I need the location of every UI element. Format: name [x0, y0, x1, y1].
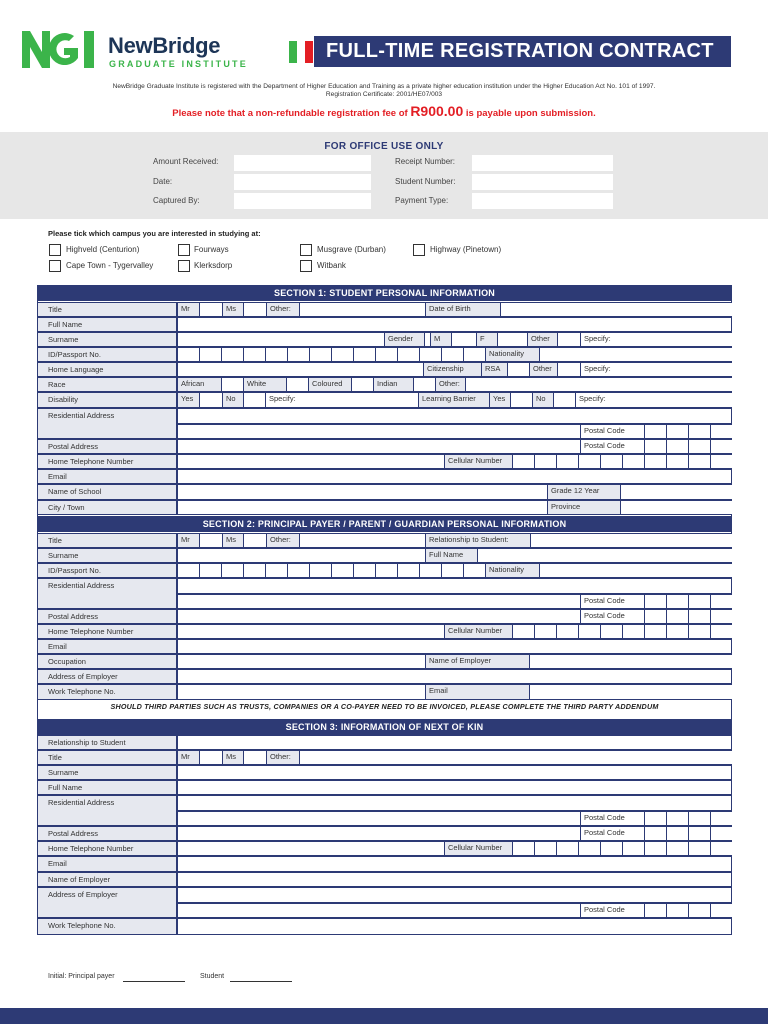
- page-title: FULL-TIME REGISTRATION CONTRACT: [314, 36, 731, 67]
- surname-row[interactable]: Gender M F Other Specify:: [177, 332, 732, 347]
- office-title: FOR OFFICE USE ONLY: [324, 141, 444, 152]
- section3-header: SECTION 3: INFORMATION OF NEXT OF KIN: [37, 719, 732, 735]
- initial-student-line[interactable]: [230, 981, 292, 982]
- city-row[interactable]: Province: [177, 500, 732, 515]
- campus-option: Highway (Pinetown): [430, 245, 502, 254]
- title-label: Title: [37, 302, 177, 317]
- race-row[interactable]: African White Coloured Indian Other:: [177, 377, 732, 392]
- footer-bar: [0, 1008, 768, 1024]
- kin-employer-postal-row[interactable]: Postal Code: [177, 903, 732, 918]
- payer-title-row[interactable]: Mr Ms Other: Relationship to Student:: [177, 533, 732, 548]
- campus-checkbox[interactable]: [49, 260, 61, 272]
- id-row[interactable]: Nationality: [177, 347, 732, 362]
- kin-fullname-label: Full Name: [37, 780, 177, 795]
- section1-header: SECTION 1: STUDENT PERSONAL INFORMATION: [37, 285, 732, 301]
- captured-field[interactable]: [234, 193, 371, 209]
- flag-icon: [289, 41, 313, 63]
- surname-label: Surname: [37, 332, 177, 347]
- email-label: Email: [37, 469, 177, 484]
- payer-employer-address-label: Address of Employer: [37, 669, 177, 684]
- payer-postal-label: Postal Address: [37, 609, 177, 624]
- kin-residential-label: Residential Address: [37, 795, 177, 826]
- title-row[interactable]: Mr Ms Other: Date of Birth: [177, 302, 732, 317]
- amount-field[interactable]: [234, 155, 371, 171]
- fullname-field[interactable]: [177, 317, 732, 332]
- campus-option: Witbank: [317, 261, 346, 270]
- kin-residential-field[interactable]: [177, 795, 732, 811]
- campus-option: Musgrave (Durban): [317, 245, 386, 254]
- payer-home-tel-label: Home Telephone Number: [37, 624, 177, 639]
- payer-residential-postal-row[interactable]: Postal Code: [177, 594, 732, 609]
- payer-email-label: Email: [37, 639, 177, 654]
- kin-email-label: Email: [37, 856, 177, 872]
- kin-home-tel-label: Home Telephone Number: [37, 841, 177, 856]
- payment-type-field[interactable]: [472, 193, 613, 209]
- payer-surname-row[interactable]: Full Name: [177, 548, 732, 563]
- campus-question: Please tick which campus you are interested in studying at:: [48, 229, 261, 238]
- kin-postal-label: Postal Address: [37, 826, 177, 841]
- payer-employer-address-field[interactable]: [177, 669, 732, 684]
- initial-payer-line[interactable]: [123, 981, 185, 982]
- kin-employer-address-field[interactable]: [177, 887, 732, 903]
- kin-work-tel-field[interactable]: [177, 918, 732, 935]
- campus-option: Fourways: [194, 245, 229, 254]
- campus-checkbox[interactable]: [178, 260, 190, 272]
- kin-surname-field[interactable]: [177, 765, 732, 780]
- kin-relationship-label: Relationship to Student: [37, 735, 177, 750]
- payer-work-tel-row[interactable]: Email: [177, 684, 732, 700]
- payer-work-tel-label: Work Telephone No.: [37, 684, 177, 700]
- payer-home-tel-row[interactable]: Cellular Number: [177, 624, 732, 639]
- city-label: City / Town: [37, 500, 177, 515]
- third-party-note: SHOULD THIRD PARTIES SUCH AS TRUSTS, COMPANIES OR A CO-PAYER NEED TO BE INVOICED, PLEASE COMPLETE THE THIRD PARTY ADDENDUM: [110, 702, 659, 711]
- logo-subtitle: GRADUATE INSTITUTE: [109, 59, 248, 69]
- disability-label: Disability: [37, 392, 177, 408]
- logo-name: NewBridge: [108, 33, 221, 58]
- campus-option: Highveld (Centurion): [66, 245, 140, 254]
- fullname-label: Full Name: [37, 317, 177, 332]
- postal-row[interactable]: Postal Code: [177, 439, 732, 454]
- campus-checkbox[interactable]: [300, 260, 312, 272]
- student-number-field[interactable]: [472, 174, 613, 190]
- registration-info: NewBridge Graduate Institute is registered with the Department of Higher Education and Training as a private higher education institution under the Higher Education Act No. 101 of 1997. Registration Certificate: 2001/HE07/003: [112, 83, 656, 98]
- email-field[interactable]: [177, 469, 732, 484]
- initial-student-label: Student: [200, 973, 225, 980]
- payment-type-label: Payment Type:: [395, 196, 449, 205]
- student-number-label: Student Number:: [395, 177, 456, 186]
- payer-email-field[interactable]: [177, 639, 732, 654]
- fee-notice: Please note that a non-refundable registration fee of R900.00 is payable upon submission.: [172, 103, 596, 119]
- payer-id-row[interactable]: Nationality: [177, 563, 732, 578]
- captured-label: Captured By:: [153, 196, 200, 205]
- school-row[interactable]: Grade 12 Year: [177, 484, 732, 500]
- campus-option: Klerksdorp: [194, 261, 233, 270]
- kin-postal-row[interactable]: Postal Code: [177, 826, 732, 841]
- campus-option: Cape Town - Tygervalley: [66, 261, 154, 270]
- residential-field[interactable]: [177, 408, 732, 424]
- campus-checkbox[interactable]: [49, 244, 61, 256]
- payer-surname-label: Surname: [37, 548, 177, 563]
- kin-residential-postal-row[interactable]: Postal Code: [177, 811, 732, 826]
- payer-id-label: ID/Passport No.: [37, 563, 177, 578]
- campus-checkbox[interactable]: [413, 244, 425, 256]
- date-field[interactable]: [234, 174, 371, 190]
- postal-label: Postal Address: [37, 439, 177, 454]
- receipt-label: Receipt Number:: [395, 157, 456, 166]
- payer-postal-row[interactable]: Postal Code: [177, 609, 732, 624]
- id-label: ID/Passport No.: [37, 347, 177, 362]
- payer-residential-label: Residential Address: [37, 578, 177, 609]
- language-row[interactable]: Citizenship RSA Other Specify:: [177, 362, 732, 377]
- home-tel-label: Home Telephone Number: [37, 454, 177, 469]
- kin-work-tel-label: Work Telephone No.: [37, 918, 177, 935]
- payer-title-label: Title: [37, 533, 177, 548]
- kin-surname-label: Surname: [37, 765, 177, 780]
- kin-employer-label: Name of Employer: [37, 872, 177, 887]
- section2-header: SECTION 2: PRINCIPAL PAYER / PARENT / GUARDIAN PERSONAL INFORMATION: [37, 516, 732, 532]
- residential-postal-row[interactable]: Postal Code: [177, 424, 732, 439]
- kin-title-row[interactable]: Mr Ms Other:: [177, 750, 732, 765]
- kin-home-tel-row[interactable]: Cellular Number: [177, 841, 732, 856]
- kin-title-label: Title: [37, 750, 177, 765]
- kin-fullname-field[interactable]: [177, 780, 732, 795]
- school-label: Name of School: [37, 484, 177, 500]
- race-label: Race: [37, 377, 177, 392]
- campus-checkbox[interactable]: [300, 244, 312, 256]
- kin-employer-field[interactable]: [177, 872, 732, 887]
- payer-residential-field[interactable]: [177, 578, 732, 594]
- amount-label: Amount Received:: [153, 157, 219, 166]
- payer-occupation-label: Occupation: [37, 654, 177, 669]
- initial-payer-label: Initial: Principal payer: [48, 973, 115, 980]
- receipt-field[interactable]: [472, 155, 613, 171]
- payer-occupation-row[interactable]: Name of Employer: [177, 654, 732, 669]
- disability-row[interactable]: Yes No Specify: Learning Barrier Yes No Specify:: [177, 392, 732, 408]
- home-tel-row[interactable]: Cellular Number: [177, 454, 732, 469]
- ngi-logo-mark: [20, 28, 104, 70]
- date-label: Date:: [153, 177, 173, 186]
- kin-email-field[interactable]: [177, 856, 732, 872]
- kin-employer-address-label: Address of Employer: [37, 887, 177, 918]
- campus-checkbox[interactable]: [178, 244, 190, 256]
- language-label: Home Language: [37, 362, 177, 377]
- residential-label: Residential Address: [37, 408, 177, 439]
- kin-relationship-field[interactable]: [177, 735, 732, 750]
